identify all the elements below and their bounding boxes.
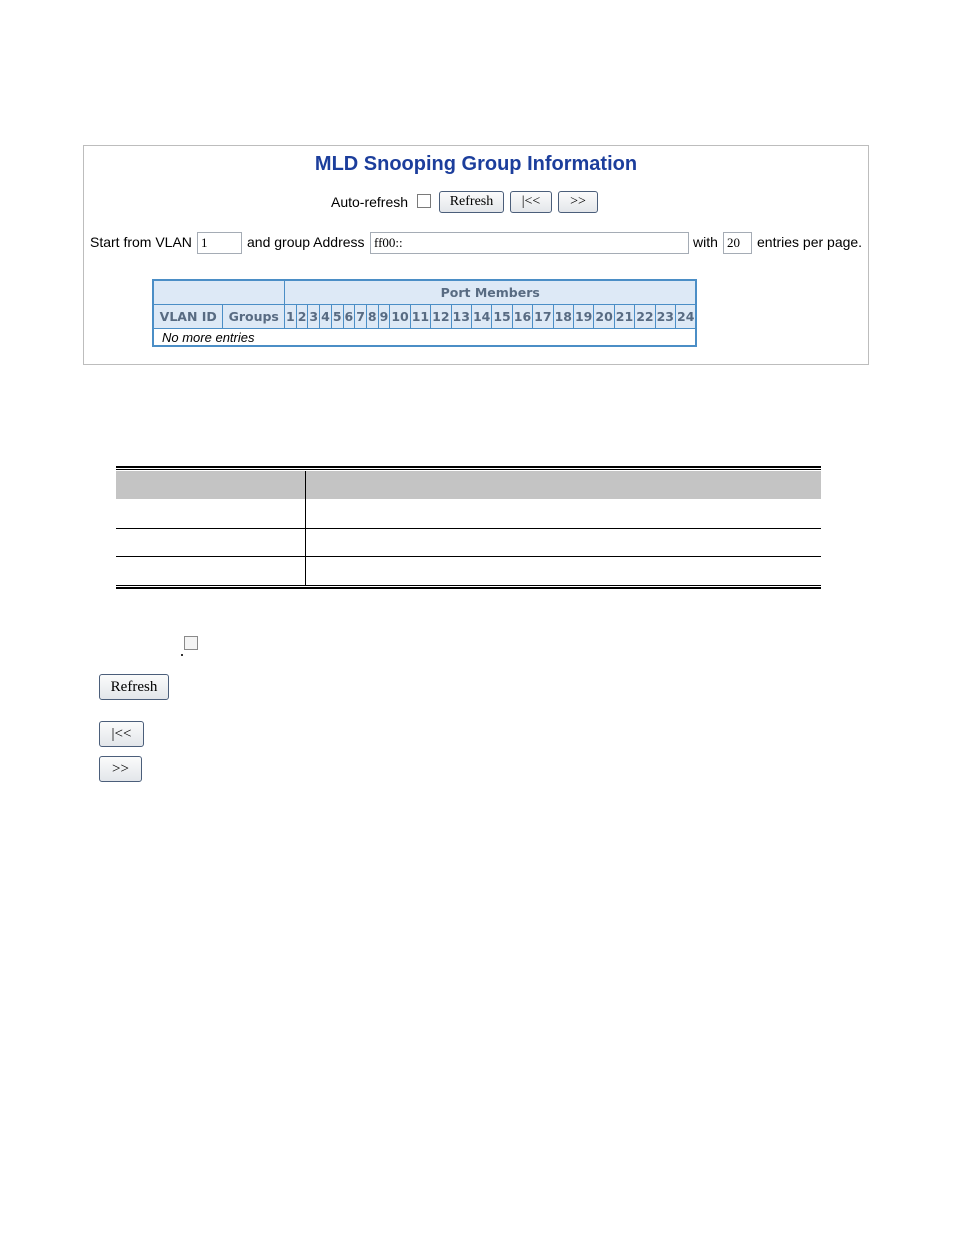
first-page-button[interactable]: |<< — [510, 191, 552, 213]
port-header: 19 — [573, 305, 593, 329]
description-table — [116, 466, 821, 589]
table-bottom-rule — [116, 587, 821, 589]
auto-refresh-label: Auto-refresh — [331, 194, 409, 210]
row-divider — [116, 556, 821, 557]
port-header: 10 — [390, 305, 410, 329]
groups-header: Groups — [223, 305, 285, 329]
control-row — [84, 191, 868, 217]
port-header: 23 — [655, 305, 675, 329]
port-header: 1 — [285, 305, 297, 329]
port-header: 5 — [331, 305, 343, 329]
vlan-id-header: VLAN ID — [153, 305, 223, 329]
port-header: 16 — [512, 305, 532, 329]
table-bottom-rule-inner — [116, 585, 821, 586]
port-header: 2 — [296, 305, 308, 329]
port-header: 24 — [676, 305, 697, 329]
port-header: 11 — [410, 305, 430, 329]
table-top-rule — [116, 466, 821, 468]
port-members-header: Port Members — [285, 280, 697, 305]
legend-dot — [181, 654, 183, 656]
mld-snooping-panel — [83, 145, 869, 365]
legend-next-page-button[interactable]: >> — [99, 756, 142, 782]
port-header: 4 — [320, 305, 332, 329]
with-label: with — [693, 234, 718, 250]
port-header: 13 — [451, 305, 471, 329]
group-address-label: and group Address — [247, 234, 365, 250]
auto-refresh-checkbox-legend — [184, 636, 198, 650]
port-header: 7 — [355, 305, 367, 329]
legend-first-page-button[interactable]: |<< — [99, 721, 144, 747]
port-header: 14 — [471, 305, 491, 329]
header-blank — [153, 280, 285, 305]
port-header: 20 — [594, 305, 614, 329]
table-header-row-top — [153, 280, 696, 305]
port-header: 21 — [614, 305, 634, 329]
legend-refresh-button[interactable]: Refresh — [99, 674, 169, 700]
port-header: 12 — [431, 305, 451, 329]
port-header: 9 — [378, 305, 390, 329]
port-header: 17 — [533, 305, 553, 329]
group-address-input[interactable]: ff00:: — [370, 232, 689, 254]
auto-refresh-checkbox[interactable] — [417, 194, 431, 208]
row-divider — [116, 528, 821, 529]
table-top-rule-inner — [116, 469, 821, 470]
table-header-row — [153, 305, 696, 329]
port-header: 6 — [343, 305, 355, 329]
port-header: 8 — [366, 305, 378, 329]
port-header: 3 — [308, 305, 320, 329]
description-header-row — [116, 471, 821, 499]
entries-per-page-input[interactable]: 20 — [723, 232, 752, 254]
start-vlan-label: Start from VLAN — [90, 234, 192, 250]
port-header: 22 — [635, 305, 655, 329]
start-vlan-input[interactable]: 1 — [197, 232, 242, 254]
page-title: MLD Snooping Group Information — [314, 153, 638, 175]
next-page-button[interactable]: >> — [558, 191, 598, 213]
table-row — [153, 329, 696, 347]
entries-per-page-label: entries per page. — [757, 234, 863, 250]
port-header: 15 — [492, 305, 512, 329]
no-entries-message: No more entries — [162, 329, 255, 345]
group-info-table — [152, 279, 697, 347]
refresh-button[interactable]: Refresh — [439, 191, 504, 213]
port-header: 18 — [553, 305, 573, 329]
